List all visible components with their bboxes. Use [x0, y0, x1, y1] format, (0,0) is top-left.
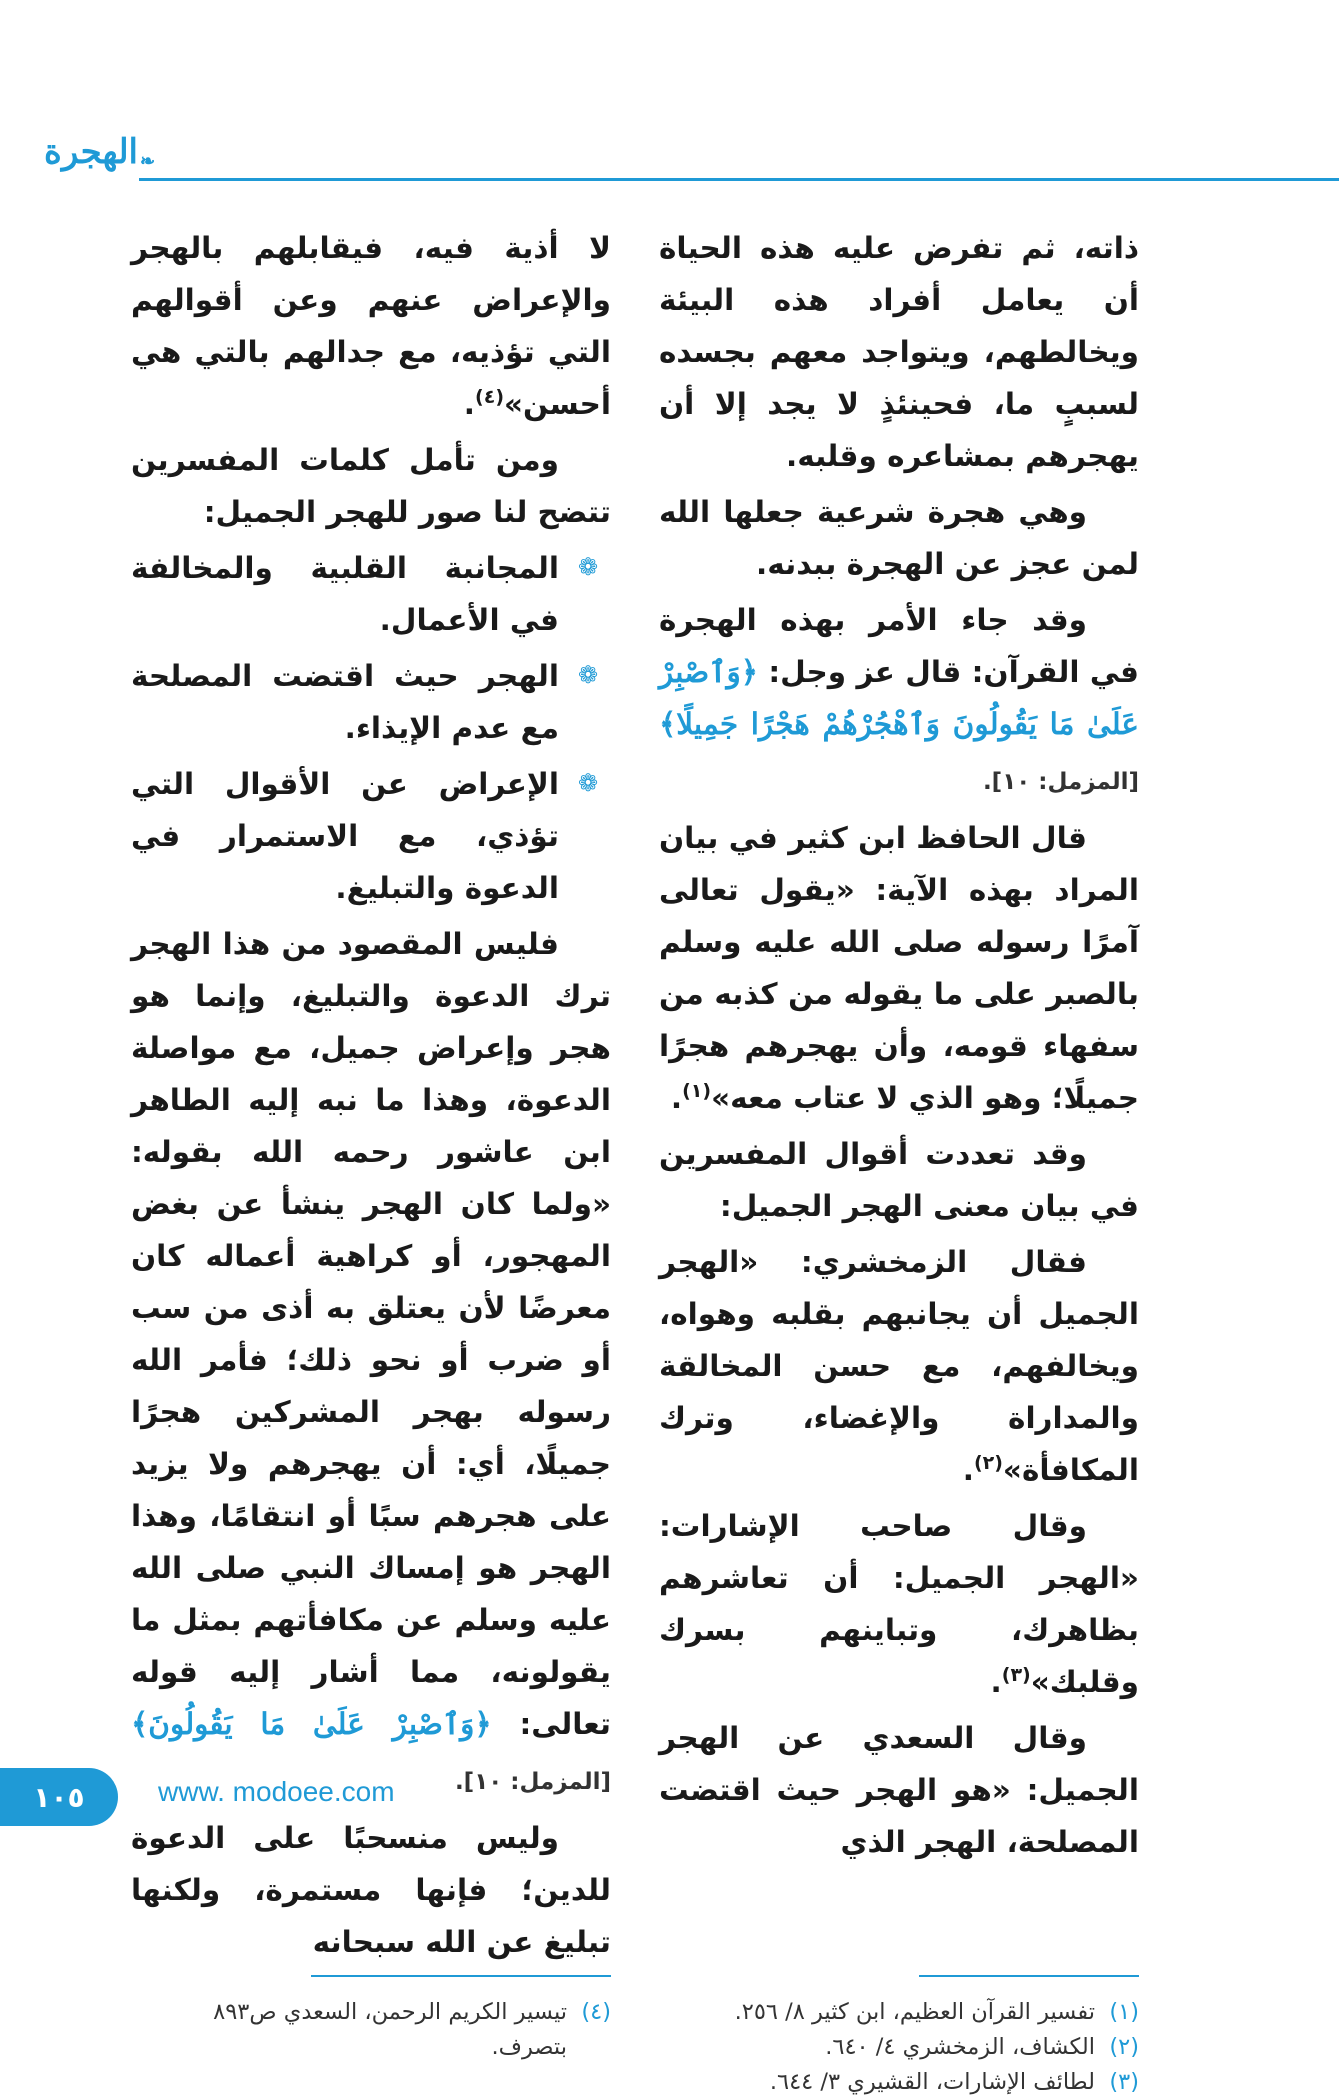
verse-reference: [المزمل: ١٠].: [982, 769, 1139, 795]
page-number-badge: [0, 1768, 118, 1826]
footnote-text: الكشاف، الزمخشري ٤/ ٦٤٠.: [825, 2034, 1095, 2060]
header-divider: [139, 178, 1339, 181]
paragraph-text: لا أذية فيه، فيقابلهم بالهجر والإعراض عنهم وعن أقوالهم التي تؤذيه، مع جدالهم بالتي هي أحسن»: [131, 231, 611, 421]
footnote-number: (١): [1109, 1999, 1139, 2025]
footnote-number: (٢): [1109, 2034, 1139, 2060]
verse-reference: [المزمل: ١٠].: [454, 1769, 611, 1795]
paragraph: ومن تأمل كلمات المفسرين تتضح لنا صور للهجر الجميل:: [131, 443, 611, 529]
footnote: [659, 2065, 1139, 2100]
footnote-text: تيسير الكريم الرحمن، السعدي ص٨٩٣ بتصرف.: [213, 1999, 567, 2060]
text-column-right: [659, 222, 1139, 1872]
footnote-marker[interactable]: (١): [682, 1080, 712, 1103]
paragraph: [659, 594, 1139, 808]
website-link[interactable]: www. modoee.com: [158, 1776, 395, 1807]
footnote-text: تفسير القرآن العظيم، ابن كثير ٨/ ٢٥٦.: [734, 1999, 1095, 2025]
paragraph: وهي هجرة شرعية جعلها الله لمن عجز عن الهجرة ببدنه.: [659, 495, 1139, 581]
footnote: [131, 1995, 611, 2065]
paragraph: قال الحافظ ابن كثير في بيان المراد بهذه الآية: «يقول تعالى آمرًا رسوله صلى الله عليه وسلم بالصبر على ما يقوله من كذبه من سفهاء قومه، وأن يهجرهم هجرًا جميلًا؛ وهو الذي لا عتاب معه»$^{(١)}$.: [659, 821, 1139, 1115]
list-item: [131, 542, 611, 646]
footnote: [659, 1995, 1139, 2030]
paragraph: وليس منسحبًا على الدعوة للدين؛ فإنها مستمرة، ولكنها تبليغ عن الله سبحانه: [131, 1821, 611, 1959]
footnote-divider: [919, 1975, 1139, 1977]
paragraph: وقال السعدي عن الهجر الجميل: «هو الهجر حيث اقتضت المصلحة، الهجر الذي: [659, 1721, 1139, 1859]
page-number: ١٠٥: [33, 1780, 85, 1814]
quran-verse: ﴿وَٱصْبِرْ عَلَىٰ مَا يَقُولُونَ وَٱهْجُرْهُمْ هَجْرًا جَمِيلًا﴾: [659, 654, 1139, 741]
paragraph-text: قال الحافظ ابن كثير في بيان المراد بهذه الآية: «يقول تعالى آمرًا رسوله صلى الله عليه وسلم بالصبر على ما يقوله من كذبه من سفهاء قومه، وأن يهجرهم هجرًا جميلًا؛ وهو الذي لا عتاب معه»: [659, 821, 1139, 1115]
quran-verse: ﴿وَٱصْبِرْ عَلَىٰ مَا يَقُولُونَ﴾: [131, 1706, 492, 1741]
paragraph: لا أذية فيه، فيقابلهم بالهجر والإعراض عنهم وعن أقوالهم التي تؤذيه، مع جدالهم بالتي هي أحسن»$^{(٤)}$.: [131, 231, 611, 421]
paragraph: وقد تعددت أقوال المفسرين في بيان معنى الهجر الجميل:: [659, 1137, 1139, 1223]
footnote-number: (٤): [581, 1999, 611, 2025]
bullet-list: [131, 542, 611, 914]
footnote-text: لطائف الإشارات، القشيري ٣/ ٦٤٤.: [769, 2069, 1095, 2095]
footnotes-left: [131, 1995, 611, 2065]
paragraph: [131, 918, 611, 1808]
text-column-left: [131, 222, 611, 1972]
paragraph-text: وقد جاء الأمر بهذه الهجرة في القرآن: قال عز وجل:: [659, 603, 1139, 689]
header-ornament-icon: ❧: [140, 151, 156, 172]
footnote-divider: [311, 1975, 611, 1977]
paragraph-text: فليس المقصود من هذا الهجر ترك الدعوة والتبليغ، وإنما هو هجر وإعراض جميل، مع مواصلة الدعوة، وهذا ما نبه إليه الطاهر ابن عاشور رحمه الله بقوله: «ولما كان الهجر ينشأ عن بغض المهجور، أو كراهية أعماله كان معرضًا لأن يعتلق به أذى من سب أو ضرب أو نحو ذلك؛ فأمر الله رسوله بهجر المشركين هجرًا جميلًا، أي: أن يهجرهم ولا يزيد على هجرهم سبًا أو انتقامًا، وهذا الهجر هو إمساك النبي صلى الله عليه وسلم عن مكافأتهم بمثل ما يقولونه، مما أشار إليه قوله تعالى:: [131, 927, 611, 1741]
flower-bullet-icon: ❁: [577, 661, 599, 689]
flower-bullet-icon: ❁: [577, 769, 599, 797]
footnote-marker[interactable]: (٤): [475, 386, 504, 409]
list-item: [131, 758, 611, 914]
footnote-marker[interactable]: (٣): [1001, 1664, 1031, 1687]
footnote: [659, 2030, 1139, 2065]
flower-bullet-icon: ❁: [577, 553, 599, 581]
paragraph-text: وقال صاحب الإشارات: «الهجر الجميل: أن تعاشرهم بظاهرك، وتباينهم بسرك وقلبك»: [659, 1509, 1139, 1699]
paragraph: ذاته، ثم تفرض عليه هذه الحياة أن يعامل أفراد هذه البيئة ويخالطهم، ويتواجد معهم بجسده لسببٍ ما، فحينئذٍ لا يجد إلا أن يهجرهم بمشاعره وقلبه.: [659, 231, 1139, 473]
paragraph: فقال الزمخشري: «الهجر الجميل أن يجانبهم بقلبه وهواه، ويخالفهم، مع حسن المخالقة والمداراة والإغضاء، وترك المكافأة»$^{(٢)}$.: [659, 1245, 1139, 1487]
footnotes-right: [659, 1995, 1139, 2100]
paragraph: وقال صاحب الإشارات: «الهجر الجميل: أن تعاشرهم بظاهرك، وتباينهم بسرك وقلبك»$^{(٣)}$.: [659, 1509, 1139, 1699]
footnote-number: (٣): [1109, 2069, 1139, 2095]
header-title-text: الهجرة: [44, 132, 138, 172]
footnote-marker[interactable]: (٢): [973, 1452, 1003, 1475]
paragraph-text: فقال الزمخشري: «الهجر الجميل أن يجانبهم بقلبه وهواه، ويخالفهم، مع حسن المخالقة والمداراة والإغضاء، وترك المكافأة»: [659, 1245, 1139, 1487]
list-item-text: المجانبة القلبية والمخالفة في الأعمال.: [131, 551, 559, 637]
list-item-text: الهجر حيث اقتضت المصلحة مع عدم الإيذاء.: [131, 659, 559, 745]
running-header-title: [44, 122, 164, 172]
list-item: [131, 650, 611, 754]
list-item-text: الإعراض عن الأقوال التي تؤذي، مع الاستمرار في الدعوة والتبليغ.: [131, 767, 559, 905]
